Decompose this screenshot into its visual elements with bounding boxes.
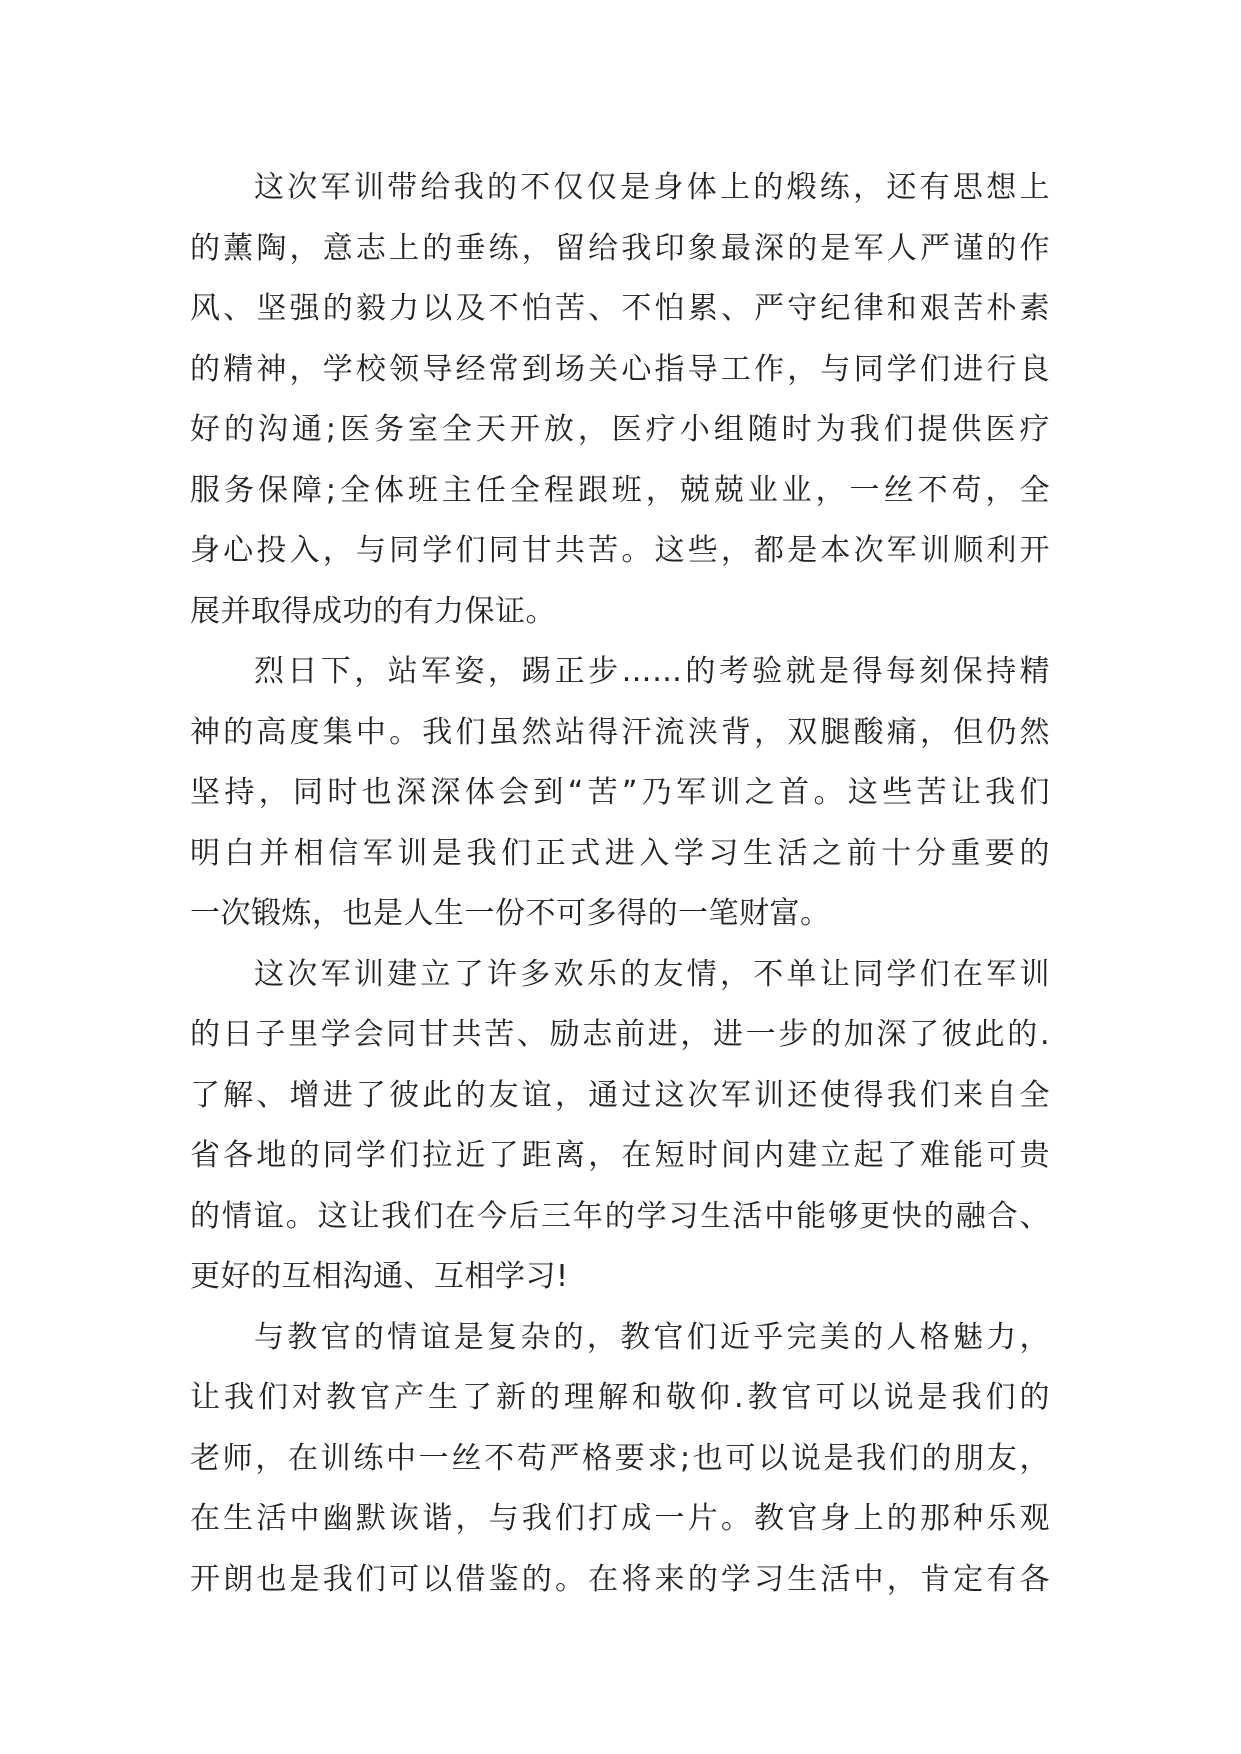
paragraph-1-line-8: 展并取得成功的有力保证。	[190, 593, 556, 629]
paragraph-3-line-2: 的日子里学会同甘共苦、励志前进，进一步的加深了彼此的.	[190, 1017, 1050, 1052]
paragraph-2-line-5: 一次锻炼，也是人生一份不可多得的一笔财富。	[190, 896, 831, 931]
paragraph-4-line-2: 让我们对教官产生了新的理解和敬仰.教官可以说是我们的	[190, 1380, 1050, 1415]
paragraph-1-line-7: 身心投入，与同学们同甘共苦。这些，都是本次军训顺利开	[190, 533, 1050, 568]
paragraph-4-line-3: 老师，在训练中一丝不苟严格要求;也可以说是我们的朋友，	[190, 1440, 1050, 1476]
paragraph-4-line-5: 开朗也是我们可以借鉴的。在将来的学习生活中，肯定有各	[190, 1561, 1050, 1597]
paragraph-2-line-2: 神的高度集中。我们虽然站得汗流浃背，双腿酸痛，但仍然	[190, 714, 1050, 750]
paragraph-3-line-3: 了解、增进了彼此的友谊，通过这次军训还使得我们来自全	[190, 1077, 1050, 1113]
paragraph-4-line-4: 在生活中幽默诙谐，与我们打成一片。教官身上的那种乐观	[190, 1501, 1050, 1536]
paragraph-1-line-2: 的薰陶，意志上的垂练，留给我印象最深的是军人严谨的作	[190, 230, 1050, 266]
paragraph-3-line-1: 这次军训建立了许多欢乐的友情，不单让同学们在军训	[254, 956, 1050, 992]
paragraph-1-line-4: 的精神，学校领导经常到场关心指导工作，与同学们进行良	[190, 351, 1050, 387]
paragraph-1-line-5: 好的沟通;医务室全天开放，医疗小组随时为我们提供医疗	[190, 412, 1050, 447]
paragraph-2-line-3: 坚持，同时也深深体会到“苦”乃军训之首。这些苦让我们	[190, 775, 1050, 810]
paragraph-3-line-4: 省各地的同学们拉近了距离，在短时间内建立起了难能可贵	[190, 1138, 1050, 1173]
paragraph-4-line-1: 与教官的情谊是复杂的，教官们近乎完美的人格魅力，	[254, 1319, 1050, 1355]
paragraph-3-line-5: 的情谊。这让我们在今后三年的学习生活中能够更快的融合、	[190, 1198, 1050, 1234]
paragraph-1-line-6: 服务保障;全体班主任全程跟班，兢兢业业，一丝不苟，全	[190, 472, 1050, 508]
paragraph-1-line-3: 风、坚强的毅力以及不怕苦、不怕累、严守纪律和艰苦朴素	[190, 291, 1050, 326]
body-text	[190, 158, 1050, 1610]
paragraph-3-line-6: 更好的互相沟通、互相学习!	[190, 1259, 569, 1294]
paragraph-2-line-1: 烈日下，站军姿，踢正步……的考验就是得每刻保持精	[254, 654, 1050, 689]
paragraph-1-line-1: 这次军训带给我的不仅仅是身体上的煅练，还有思想上	[254, 170, 1050, 205]
paragraph-2-line-4: 明白并相信军训是我们正式进入学习生活之前十分重要的	[190, 835, 1050, 871]
